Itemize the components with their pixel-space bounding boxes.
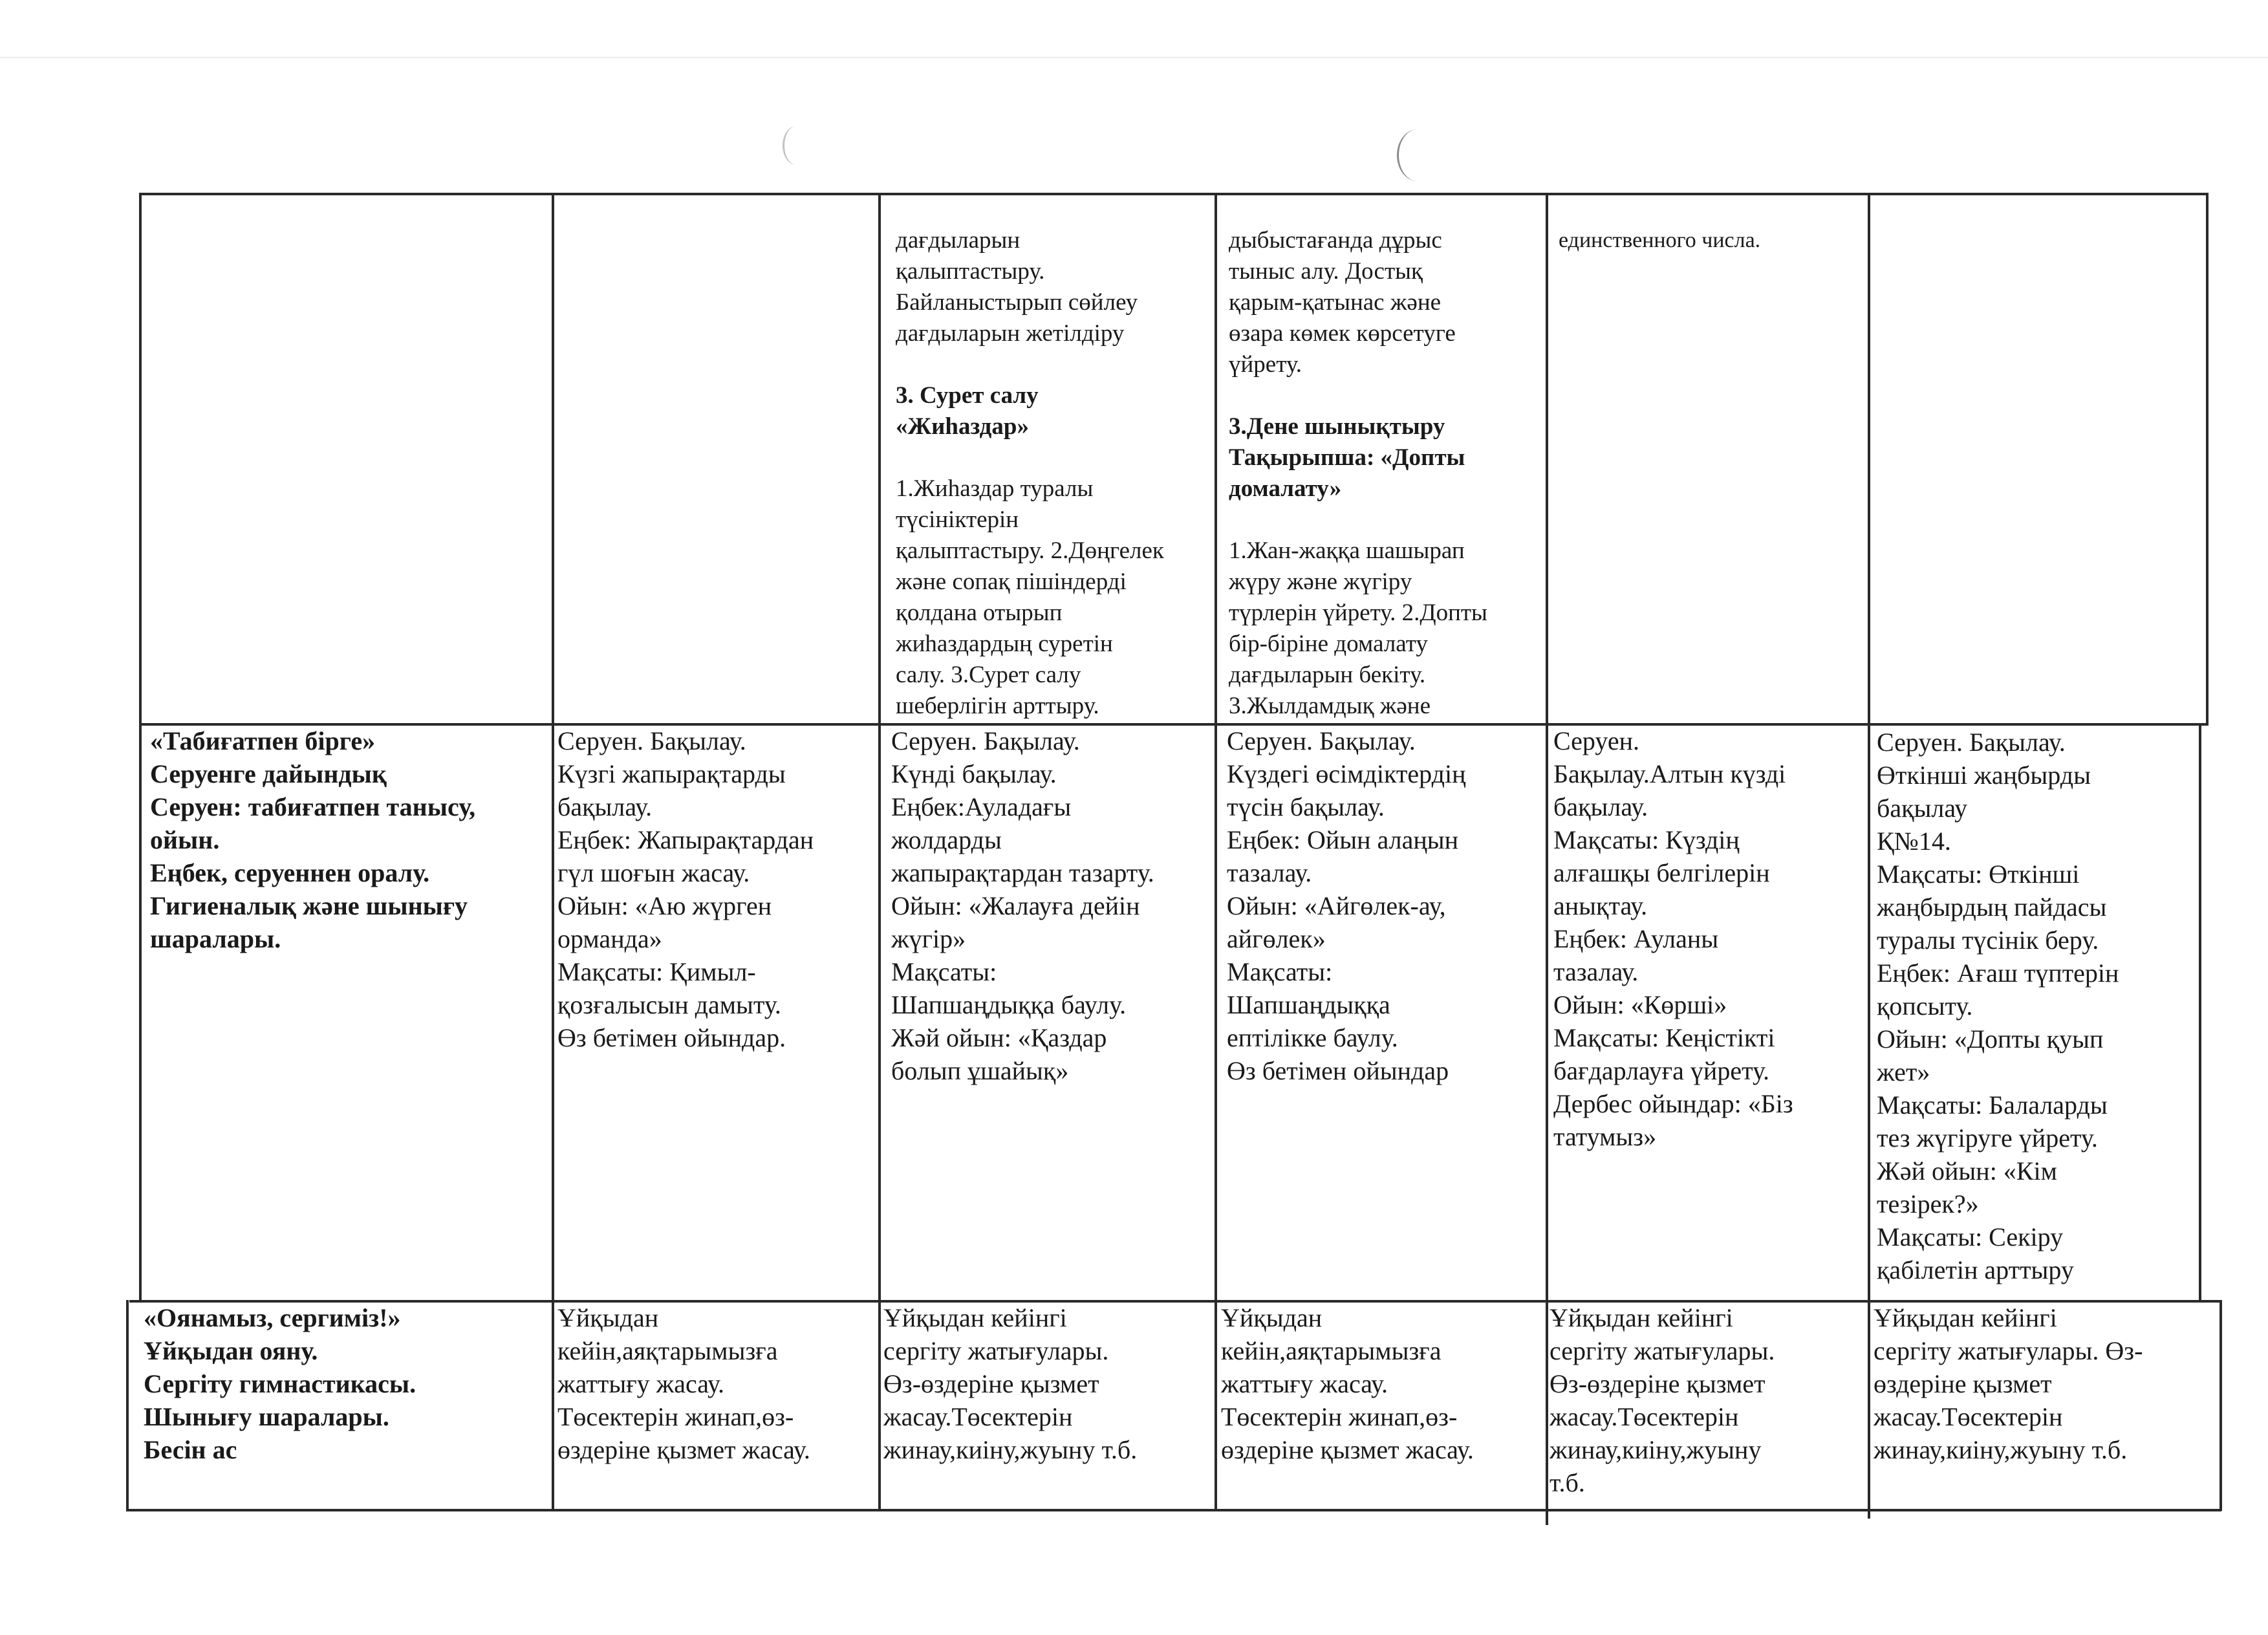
cell-wake-4: Ұйқыдан кейінгі сергіту жатығулары. Өз-өздеріне қызмет жасау.Төсектерін жинау,киіну,жуыну т.б. (1550, 1303, 1775, 1497)
cell-r1-c5 (1559, 194, 1863, 259)
row-label-wake: «Оянамыз, сергиміз!» Ұйқыдан ояну. Сергіту гимнастикасы. Шынығу шаралары. Бесін ас (144, 1303, 416, 1464)
cell-text: дыбыстағанда дұрыс тыныс алу. Достық қарым-қатынас және өзара көмек көрсетуге үйрету. (1229, 227, 1456, 378)
table-rule (1868, 193, 1870, 1519)
table-rule (1215, 193, 1217, 1511)
cell-r1-c4 (1229, 194, 1542, 721)
table-rule (878, 193, 881, 1511)
cell-r1-c3 (896, 194, 1206, 721)
cell-walk-5: Серуен. Бақылау. Өткінші жаңбырды бақылау Қ№14. Мақсаты: Өткінші жаңбырдың пайдасы туралы түсінік беру. Еңбек: Ағаш түптерін қопсыту. Ойын: «Допты қуып жет» Мақсаты: Балаларды тез жүгіруге үйрету. Жәй ойын: «Кім тезірек?» Мақсаты: Секіру қабілетін арттыру (1877, 728, 2119, 1284)
cell-walk-1: Серуен. Бақылау. Күзгі жапырақтарды бақылау. Еңбек: Жапырақтардан гүл шоғын жасау. Ойын: «Аю жүрген орманда» Мақсаты: Қимыл- қозғалысын дамыту. Өз бетімен ойындар. (557, 726, 814, 1052)
cell-walk-3: Серуен. Бақылау. Күздегі өсімдіктердің түсін бақылау. Еңбек: Ойын алаңын тазалау. Ойын: «Айгөлек-ау, айгөлек» Мақсаты: Шапшаңдыққа ептілікке баулу. Өз бетімен ойындар (1227, 726, 1466, 1085)
table-rule (126, 1509, 2221, 1511)
cell-wake-5: Ұйқыдан кейінгі сергіту жатығулары. Өз- өздеріне қызмет жасау.Төсектерін жинау,киіну,жуыну т.б. (1874, 1303, 2143, 1464)
cell-wake-2: Ұйқыдан кейінгі сергіту жатығулары. Өз-өздеріне қызмет жасау.Төсектерін жинау,киіну,жуыну т.б. (883, 1303, 1138, 1464)
table-rule (2206, 193, 2209, 723)
cell-heading: 3.Дене шынықтыру Тақырыпша: «Допты домалату» (1229, 413, 1465, 502)
cell-text: 1.Жан-жаққа шашырап жүру және жүгіру түрлерін үйрету. 2.Допты бір-біріне домалату дағдыларын бекіту. 3.Жылдамдық және (1229, 537, 1487, 719)
cell-text: единственного числа. (1559, 228, 1761, 252)
cell-walk-2: Серуен. Бақылау. Күнді бақылау. Еңбек:Ауладағы жолдарды жапырақтардан тазарту. Ойын: «Жалауға дейін жүгір» Мақсаты: Шапшаңдыққа баулу. Жәй ойын: «Қаздар болып ұшайық» (891, 726, 1154, 1085)
table-rule (126, 1300, 129, 1511)
row-label-walk: «Табиғатпен бірге» Серуенге дайындық Серуен: табиғатпен танысу, ойын. Еңбек, серуеннен оралу. Гигиеналық және шынығу шаралары. (150, 726, 476, 953)
table-rule (2199, 723, 2201, 1302)
table-rule (2219, 1300, 2222, 1511)
table-rule (1546, 193, 1548, 1525)
cell-wake-1: Ұйқыдан кейін,аяқтарымызға жаттығу жасау. Төсектерін жинап,өз- өздеріне қызмет жасау. (557, 1303, 810, 1464)
cell-text: 1.Жиhаздар туралы түсініктерін қалыптастыру. 2.Дөңгелек және сопақ пішіндерді қолдана отырып жиhаздардың суретін салу. 3.Сурет салу шеберлігін арттыру. (896, 475, 1164, 719)
cell-text: дағдыларын қалыптастыру. Байланыстырып сөйлеу дағдыларын жетілдіру (896, 227, 1138, 347)
table-rule (139, 193, 142, 1302)
table-rule (552, 193, 554, 1511)
cell-walk-4: Серуен. Бақылау.Алтын күзді бақылау. Мақсаты: Күздің алғашқы белгілерін анықтау. Еңбек: Ауланы тазалау. Ойын: «Көрші» Мақсаты: Кеңістікті бағдарлауға үйрету. Дербес ойындар: «Біз татумыз» (1553, 726, 1793, 1151)
cell-wake-3: Ұйқыдан кейін,аяқтарымызға жаттығу жасау. Төсектерін жинап,өз- өздеріне қызмет жасау. (1221, 1303, 1474, 1464)
cell-heading: 3. Сурет салу «Жиhаздар» (896, 382, 1039, 440)
